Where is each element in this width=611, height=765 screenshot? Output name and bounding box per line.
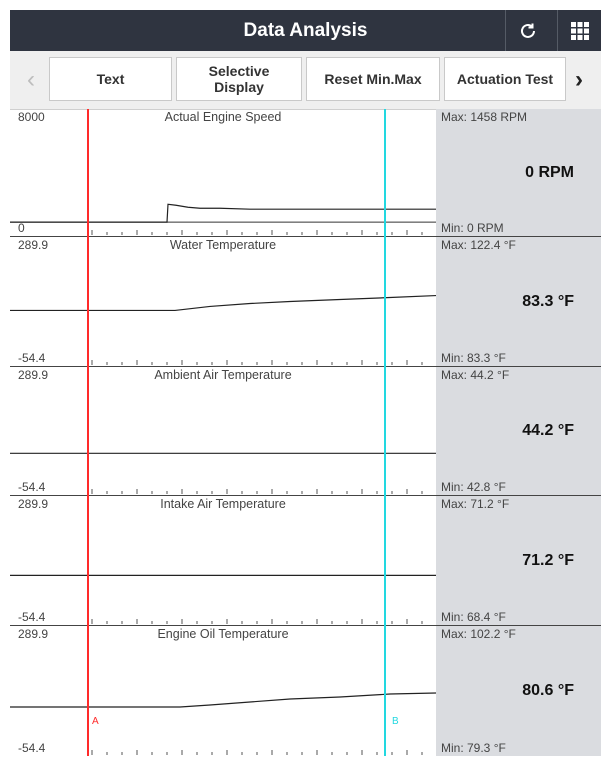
- scroll-left-arrow-icon[interactable]: ‹: [27, 66, 35, 93]
- value-panel: [436, 626, 601, 756]
- graph-title: Actual Engine Speed: [164, 110, 282, 124]
- current-value: 80.6 °F: [522, 682, 574, 699]
- grid-menu-icon: [571, 22, 589, 40]
- app-header: [10, 10, 601, 51]
- x-axis-ticks: [92, 360, 422, 365]
- y-max-label: 289.9: [18, 368, 49, 382]
- value-panel: [436, 237, 601, 366]
- current-value: 71.2 °F: [522, 551, 574, 569]
- current-value: 83.3 °F: [522, 292, 574, 310]
- graph-title: Engine Oil Temperature: [157, 627, 289, 641]
- value-panel: [436, 109, 601, 236]
- min-value: Min: 42.8 °F: [441, 480, 506, 494]
- chart-area: [10, 626, 436, 756]
- toolbar: [10, 51, 601, 110]
- graph-panel-engine-speed: [10, 109, 601, 237]
- chart-area: [10, 367, 436, 495]
- trace-water-temperature: [10, 237, 436, 366]
- selective-display-button[interactable]: Selective Display: [176, 57, 302, 101]
- trace-ambient-air-temperature: [10, 367, 436, 495]
- graph-panel-ambient-air-temperature: [10, 367, 601, 496]
- x-axis-ticks: [92, 230, 422, 235]
- grid-menu-button[interactable]: [557, 10, 602, 51]
- page-title: Data Analysis: [243, 20, 368, 41]
- refresh-button[interactable]: [505, 10, 550, 51]
- min-value: Min: 68.4 °F: [441, 610, 506, 624]
- chart-area: [10, 237, 436, 366]
- max-value: Max: 1458 RPM: [441, 110, 528, 124]
- y-max-label: 289.9: [18, 497, 49, 511]
- y-min-label: -54.4: [18, 351, 46, 365]
- max-value: Max: 44.2 °F: [441, 368, 510, 382]
- min-value: Min: 79.3 °F: [441, 741, 506, 755]
- max-value: Max: 122.4 °F: [441, 238, 516, 252]
- min-value: Min: 83.3 °F: [441, 351, 506, 365]
- x-axis-ticks: [92, 619, 422, 624]
- min-value: Min: 0 RPM: [441, 221, 504, 235]
- refresh-icon: [518, 21, 538, 41]
- graph-panel-engine-oil-temperature: [10, 626, 601, 756]
- graph-title: Water Temperature: [169, 238, 277, 252]
- max-value: Max: 102.2 °F: [441, 627, 516, 641]
- x-axis-ticks: [92, 489, 422, 494]
- value-panel: [436, 496, 601, 625]
- graph-list[interactable]: [10, 109, 601, 756]
- trace-intake-air-temperature: [10, 496, 436, 625]
- graph-title: Intake Air Temperature: [160, 497, 286, 511]
- y-max-label: 8000: [18, 110, 45, 124]
- reset-min-max-button[interactable]: Reset Min.Max: [306, 57, 440, 101]
- graph-panel-water-temperature: [10, 237, 601, 367]
- text-button[interactable]: Text: [49, 57, 172, 101]
- trace-engine-speed: [10, 109, 436, 236]
- graph-panel-intake-air-temperature: [10, 496, 601, 626]
- cursor-b-label: B: [392, 716, 399, 727]
- current-value: 0 RPM: [525, 163, 574, 181]
- y-min-label: -54.4: [18, 610, 46, 624]
- y-min-label: -54.4: [18, 480, 46, 494]
- trace-engine-oil-temperature: [10, 626, 436, 756]
- chart-area: [10, 109, 436, 236]
- current-value: 44.2 °F: [522, 422, 574, 439]
- y-max-label: 289.9: [18, 627, 49, 641]
- actuation-test-button[interactable]: Actuation Test: [444, 57, 566, 101]
- chart-area: [10, 496, 436, 625]
- x-axis-ticks: [92, 750, 422, 755]
- scroll-right-arrow-icon[interactable]: ›: [575, 66, 583, 93]
- cursor-a[interactable]: [87, 109, 89, 756]
- value-panel: [436, 367, 601, 495]
- cursor-b[interactable]: [384, 109, 386, 756]
- y-min-label: -54.4: [18, 741, 46, 755]
- max-value: Max: 71.2 °F: [441, 497, 510, 511]
- y-min-label: 0: [18, 221, 25, 235]
- cursor-a-label: A: [92, 716, 99, 727]
- graph-title: Ambient Air Temperature: [154, 368, 292, 382]
- y-max-label: 289.9: [18, 238, 49, 252]
